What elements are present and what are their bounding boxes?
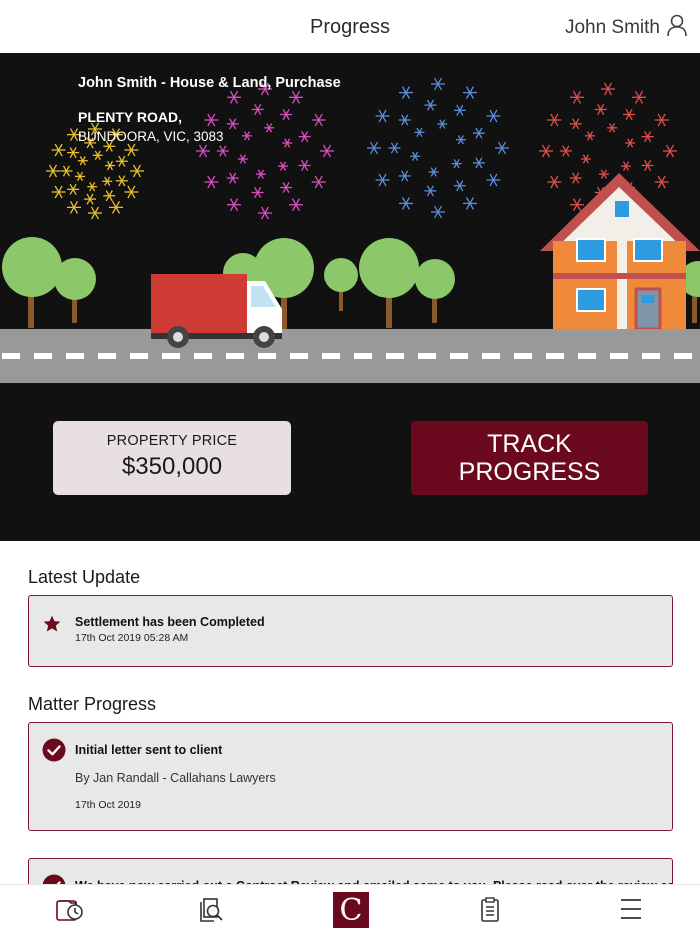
user-menu[interactable]	[565, 13, 688, 43]
notes-icon[interactable]	[480, 897, 500, 928]
address-line-2: BUNDOORA, VIC, 3083	[78, 129, 224, 144]
matter-progress-heading: Matter Progress	[28, 694, 157, 714]
moving-truck	[151, 274, 282, 348]
house	[540, 173, 700, 329]
user-icon	[666, 13, 688, 43]
bottom-navigation	[0, 884, 700, 934]
firework-burst	[367, 78, 509, 218]
hero-banner	[0, 53, 700, 541]
user-name: John Smith	[564, 17, 660, 38]
track-progress-label-line2: PROGRESS	[458, 458, 601, 486]
progress-item-date: 17th Oct 2019	[75, 799, 141, 811]
latest-update-heading: Latest Update	[28, 567, 141, 587]
latest-update-title: Settlement has been Completed	[75, 615, 265, 629]
property-price-card	[53, 421, 291, 495]
history-icon[interactable]	[56, 897, 84, 928]
track-progress-button[interactable]	[411, 421, 648, 495]
progress-item-author: By Jan Randall - Callahans Lawyers	[75, 771, 276, 785]
logo[interactable]: C	[333, 892, 369, 928]
latest-update-timestamp: 17th Oct 2019 05:28 AM	[75, 632, 189, 644]
track-progress-label-line1: TRACK	[487, 430, 572, 458]
property-price-value: $350,000	[121, 453, 223, 480]
address-line-1: PLENTY ROAD,	[78, 109, 182, 125]
firework-burst	[196, 83, 334, 219]
menu-icon[interactable]	[620, 897, 642, 926]
check-circle-icon	[42, 738, 66, 767]
progress-item-card[interactable]	[28, 722, 673, 831]
search-document-icon[interactable]	[198, 897, 224, 928]
property-price-label: PROPERTY PRICE	[106, 433, 238, 449]
progress-item-title: Initial letter sent to client	[75, 743, 223, 757]
star-icon	[42, 614, 62, 639]
page-title: Progress	[309, 16, 391, 38]
matter-title: John Smith - House & Land, Purchase	[78, 75, 341, 91]
top-bar	[0, 0, 700, 53]
latest-update-card[interactable]	[28, 595, 673, 667]
